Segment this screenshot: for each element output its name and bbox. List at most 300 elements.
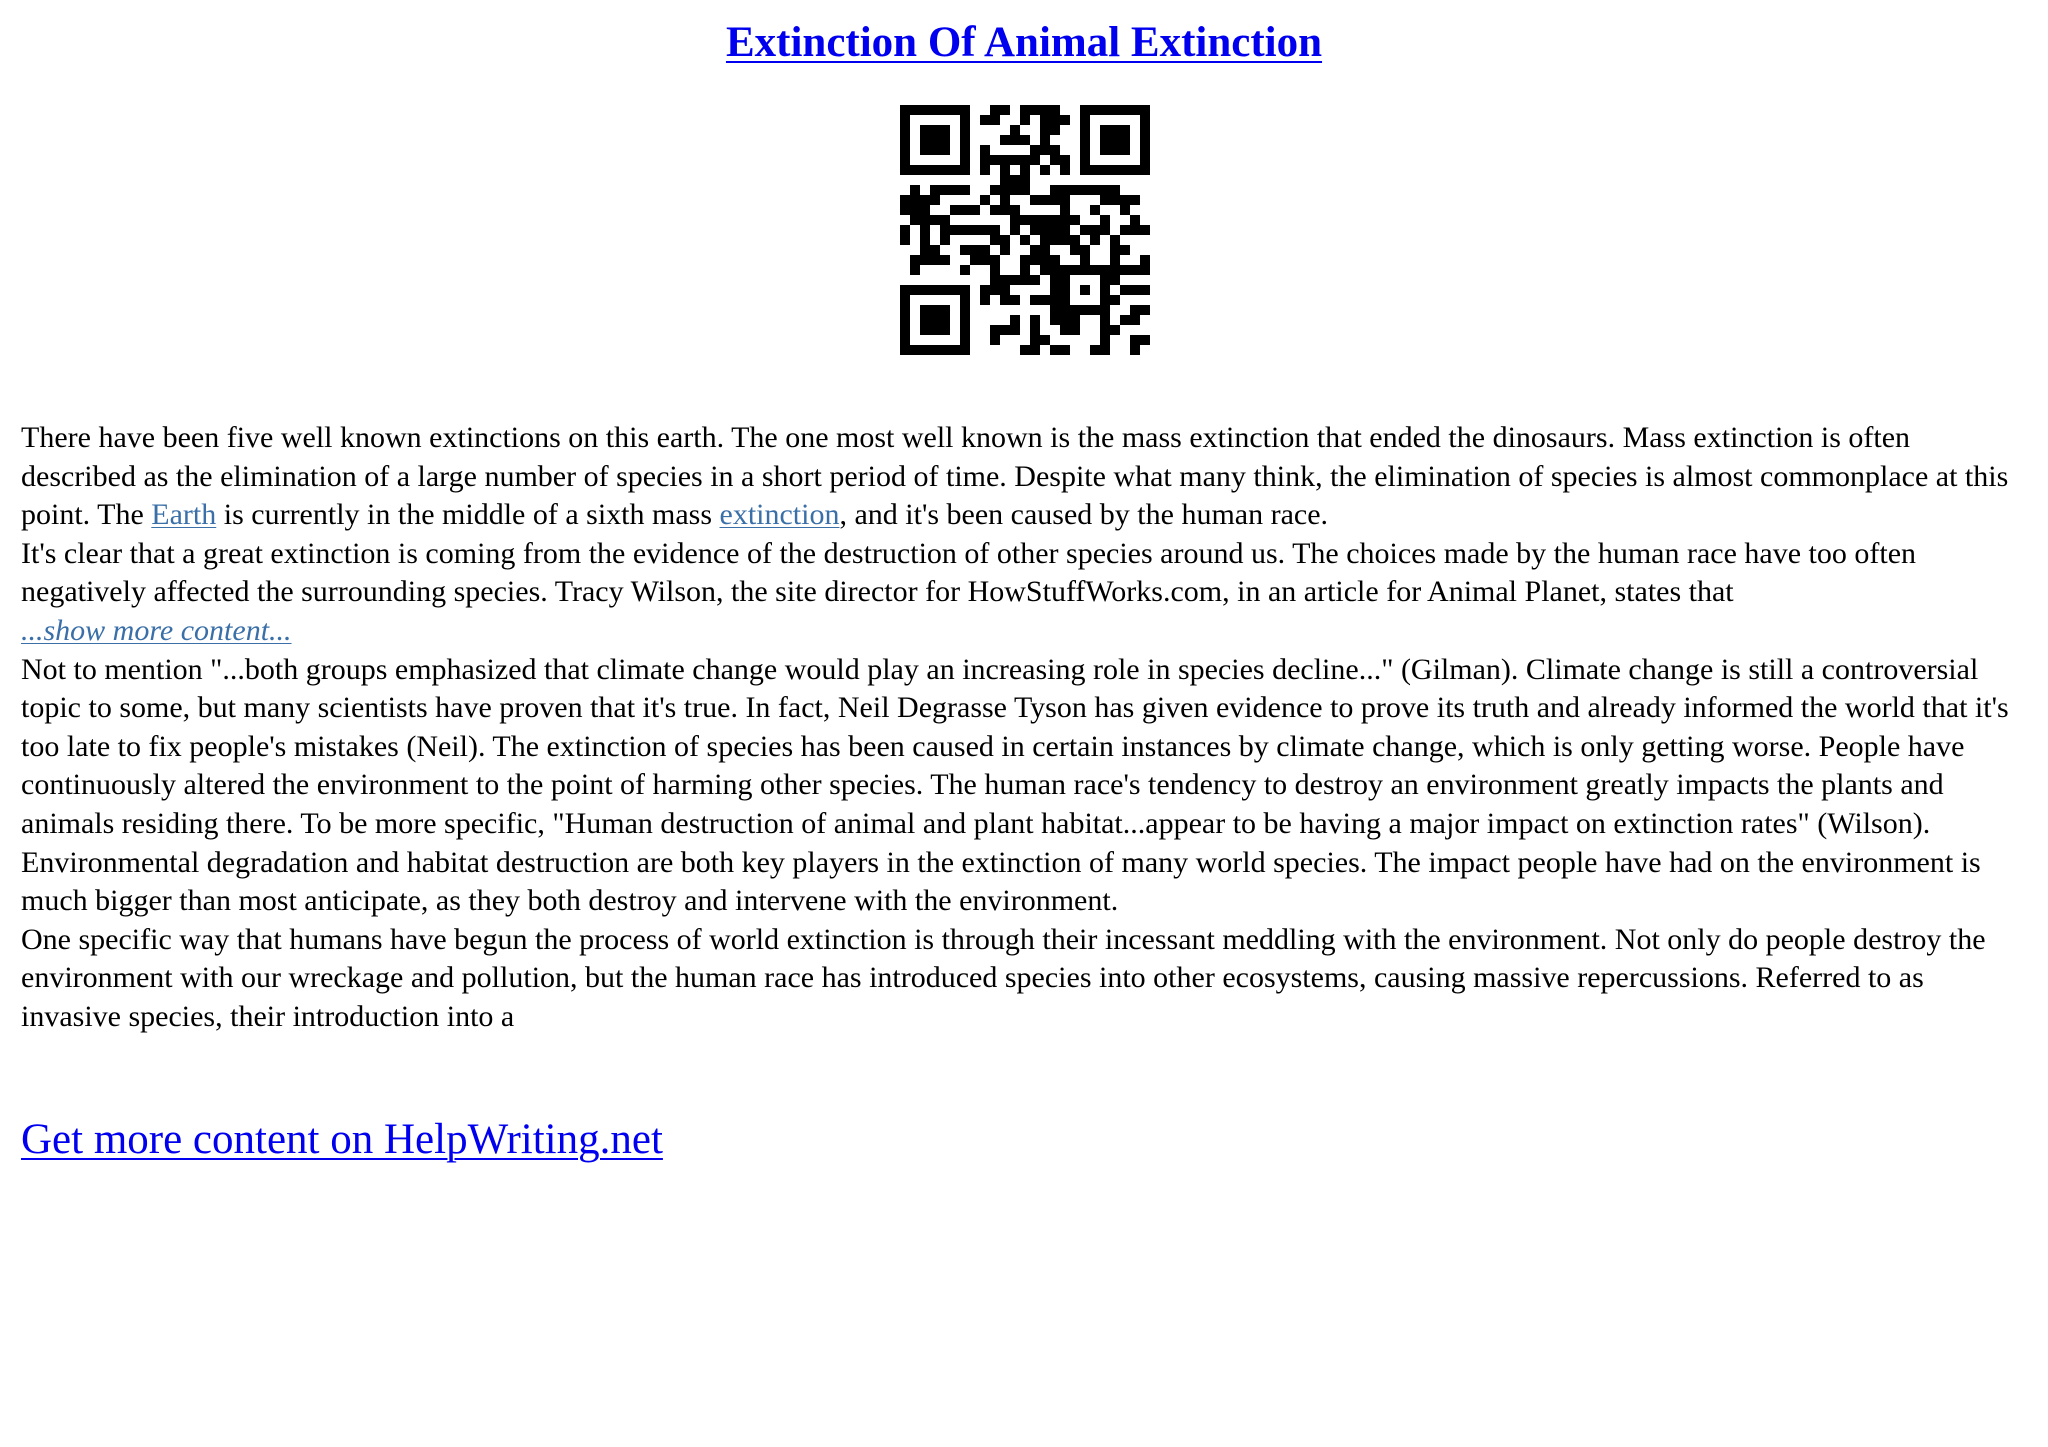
qr-module xyxy=(1030,255,1040,265)
qr-module xyxy=(1120,135,1130,145)
qr-module xyxy=(940,285,950,295)
qr-module xyxy=(1010,175,1020,185)
qr-module xyxy=(920,305,930,315)
qr-module xyxy=(990,285,1000,295)
qr-module xyxy=(1040,255,1050,265)
qr-module xyxy=(950,205,960,215)
qr-module xyxy=(1020,115,1030,125)
qr-module xyxy=(1130,335,1140,345)
qr-module xyxy=(1000,205,1010,215)
qr-module xyxy=(930,305,940,315)
qr-module xyxy=(1040,105,1050,115)
qr-module xyxy=(980,245,990,255)
qr-module xyxy=(1060,155,1070,165)
qr-code-icon xyxy=(900,105,1150,355)
qr-module xyxy=(1140,105,1150,115)
qr-module xyxy=(920,165,930,175)
qr-module xyxy=(1060,165,1070,175)
qr-module xyxy=(1020,275,1030,285)
qr-module xyxy=(960,125,970,135)
qr-module xyxy=(910,185,920,195)
qr-module xyxy=(1140,255,1150,265)
qr-module xyxy=(970,205,980,215)
qr-module xyxy=(940,325,950,335)
qr-module xyxy=(1100,275,1110,285)
qr-module xyxy=(1100,165,1110,175)
qr-module xyxy=(1030,315,1040,325)
qr-module xyxy=(1140,225,1150,235)
qr-module xyxy=(1090,185,1100,195)
qr-module xyxy=(1100,315,1110,325)
qr-module xyxy=(1040,295,1050,305)
qr-module xyxy=(930,125,940,135)
qr-module xyxy=(1060,325,1070,335)
qr-module xyxy=(1100,185,1110,195)
qr-module xyxy=(1080,165,1090,175)
extinction-link[interactable]: extinction xyxy=(719,498,840,532)
qr-module xyxy=(1070,185,1080,195)
qr-module xyxy=(1080,145,1090,155)
qr-module xyxy=(990,185,1000,195)
qr-module xyxy=(960,285,970,295)
qr-module xyxy=(1000,195,1010,205)
qr-module xyxy=(1110,295,1120,305)
qr-module xyxy=(930,255,940,265)
qr-module xyxy=(1010,185,1020,195)
qr-module xyxy=(950,105,960,115)
qr-module xyxy=(1120,315,1130,325)
qr-module xyxy=(910,265,920,275)
qr-module xyxy=(1090,305,1100,315)
qr-module xyxy=(1070,315,1080,325)
paragraph-2: It's clear that a great extinction is coming from the evidence of the destruction of other species around us. The choices made by the human race have too often negatively affected the surrounding species. Tracy Wilson, the site director for HowStuffWorks.com, in an article for Animal Planet, states that xyxy=(21,536,1917,609)
qr-module xyxy=(920,315,930,325)
qr-module xyxy=(1130,225,1140,235)
qr-module xyxy=(1020,215,1030,225)
qr-module xyxy=(1040,265,1050,275)
qr-module xyxy=(920,255,930,265)
qr-module xyxy=(1030,245,1040,255)
show-more-row xyxy=(21,612,2031,651)
qr-module xyxy=(1080,285,1090,295)
qr-module xyxy=(1050,155,1060,165)
qr-module xyxy=(1020,255,1030,265)
qr-module xyxy=(910,215,920,225)
qr-module xyxy=(1140,285,1150,295)
qr-module xyxy=(1000,175,1010,185)
qr-module xyxy=(960,295,970,305)
qr-module xyxy=(1080,115,1090,125)
qr-module xyxy=(960,205,970,215)
qr-module xyxy=(1110,145,1120,155)
qr-module xyxy=(1100,215,1110,225)
qr-module xyxy=(1060,305,1070,315)
qr-module xyxy=(1010,125,1020,135)
qr-module xyxy=(1010,215,1020,225)
qr-module xyxy=(1060,195,1070,205)
qr-module xyxy=(1030,345,1040,355)
qr-module xyxy=(1040,165,1050,175)
qr-module xyxy=(990,235,1000,245)
qr-module xyxy=(1060,215,1070,225)
qr-module xyxy=(990,105,1000,115)
qr-module xyxy=(900,235,910,245)
qr-module xyxy=(1100,125,1110,135)
qr-module xyxy=(1120,195,1130,205)
qr-module xyxy=(1040,235,1050,245)
qr-module xyxy=(900,225,910,235)
qr-module xyxy=(1120,285,1130,295)
qr-module xyxy=(920,325,930,335)
qr-module xyxy=(1100,305,1110,315)
title-container xyxy=(0,18,2048,67)
qr-module xyxy=(1010,155,1020,165)
qr-module xyxy=(960,105,970,115)
qr-module xyxy=(1060,115,1070,125)
qr-module xyxy=(1050,315,1060,325)
qr-module xyxy=(980,285,990,295)
qr-module xyxy=(1090,105,1100,115)
qr-module xyxy=(1100,325,1110,335)
qr-module xyxy=(1070,235,1080,245)
qr-module xyxy=(930,285,940,295)
qr-module xyxy=(920,345,930,355)
qr-module xyxy=(920,145,930,155)
qr-module xyxy=(900,155,910,165)
qr-module xyxy=(960,155,970,165)
qr-module xyxy=(1030,325,1040,335)
qr-module xyxy=(1060,185,1070,195)
qr-code-graphic xyxy=(900,105,1150,355)
qr-module xyxy=(1000,185,1010,195)
qr-module xyxy=(920,235,930,245)
qr-module xyxy=(1050,285,1060,295)
qr-module xyxy=(1140,265,1150,275)
qr-module xyxy=(910,285,920,295)
qr-module xyxy=(1080,155,1090,165)
qr-module xyxy=(1100,145,1110,155)
qr-module xyxy=(910,345,920,355)
qr-module xyxy=(940,215,950,225)
qr-module xyxy=(1130,305,1140,315)
qr-module xyxy=(1100,295,1110,305)
qr-module xyxy=(930,145,940,155)
qr-module xyxy=(940,185,950,195)
qr-module xyxy=(1050,125,1060,135)
qr-module xyxy=(1110,135,1120,145)
qr-module xyxy=(1100,285,1110,295)
qr-module xyxy=(1140,305,1150,315)
qr-module xyxy=(1040,215,1050,225)
qr-module xyxy=(1020,165,1030,175)
qr-module xyxy=(1020,345,1030,355)
qr-module xyxy=(1050,215,1060,225)
qr-module xyxy=(940,235,950,245)
qr-module xyxy=(950,165,960,175)
qr-module xyxy=(1140,125,1150,135)
qr-module xyxy=(1030,225,1040,235)
qr-module xyxy=(1130,165,1140,175)
earth-link[interactable]: Earth xyxy=(151,498,217,532)
qr-module xyxy=(960,145,970,155)
qr-module xyxy=(1110,125,1120,135)
qr-module xyxy=(1010,325,1020,335)
qr-module xyxy=(930,195,940,205)
qr-module xyxy=(900,105,910,115)
qr-module xyxy=(940,125,950,135)
qr-module xyxy=(950,225,960,235)
qr-module xyxy=(1090,205,1100,215)
qr-module xyxy=(1000,285,1010,295)
qr-module xyxy=(1080,255,1090,265)
qr-module xyxy=(900,145,910,155)
qr-module xyxy=(1060,275,1070,285)
qr-module xyxy=(1030,215,1040,225)
qr-module xyxy=(1060,295,1070,305)
qr-module xyxy=(1110,185,1120,195)
paragraph-3: Not to mention "...both groups emphasized that climate change would play an increasing role in species decline..." (Gilman). Climate change is still a controversial topic to some, but many scientists have proven that it's true. In fact, Neil Degrasse Tyson has given evidence to prove its truth and already informed the world that it's too late to fix people's mistakes (Neil). The extinction of species has been caused in certain instances by climate change, which is only getting worse. People have continuously altered the environment to the point of harming other species. The human race's tendency to destroy an environment greatly impacts the plants and animals residing there. To be more specific, "Human destruction of animal and plant habitat...appear to be having a major impact on extinction rates" (Wilson). Environmental degradation and habitat destruction are both key players in the extinction of many world species. The impact people have had on the environment is much bigger than most anticipate, as they both destroy and intervene with the environment. xyxy=(21,652,2009,918)
qr-module xyxy=(990,275,1000,285)
qr-module xyxy=(920,105,930,115)
qr-module xyxy=(1110,325,1120,335)
qr-module xyxy=(1040,135,1050,145)
qr-module xyxy=(1010,275,1020,285)
qr-module xyxy=(1010,315,1020,325)
qr-module xyxy=(1120,105,1130,115)
qr-module xyxy=(1050,145,1060,155)
qr-module xyxy=(910,255,920,265)
qr-module xyxy=(1060,225,1070,235)
qr-module xyxy=(1050,345,1060,355)
qr-module xyxy=(1110,195,1120,205)
qr-module xyxy=(1010,205,1020,215)
qr-module xyxy=(1020,175,1030,185)
qr-module xyxy=(1060,205,1070,215)
qr-module xyxy=(990,115,1000,125)
qr-module xyxy=(910,105,920,115)
qr-module xyxy=(900,285,910,295)
qr-module xyxy=(1070,305,1080,315)
qr-module xyxy=(940,135,950,145)
qr-module xyxy=(1040,145,1050,155)
qr-module xyxy=(930,165,940,175)
qr-module xyxy=(1060,265,1070,275)
qr-module xyxy=(1030,195,1040,205)
qr-module xyxy=(1050,195,1060,205)
qr-module xyxy=(1020,155,1030,165)
qr-module xyxy=(980,115,990,125)
qr-module xyxy=(1040,245,1050,255)
qr-module xyxy=(1020,235,1030,245)
qr-module xyxy=(920,245,930,255)
qr-module xyxy=(930,185,940,195)
qr-module xyxy=(940,105,950,115)
qr-module xyxy=(900,345,910,355)
qr-module xyxy=(1080,225,1090,235)
qr-module xyxy=(1120,125,1130,135)
qr-module xyxy=(1010,225,1020,235)
qr-module xyxy=(930,315,940,325)
qr-module xyxy=(1100,345,1110,355)
qr-module xyxy=(960,305,970,315)
qr-module xyxy=(1060,285,1070,295)
qr-module xyxy=(990,335,1000,345)
qr-module xyxy=(1050,235,1060,245)
qr-module xyxy=(1100,265,1110,275)
qr-module xyxy=(1130,195,1140,205)
paragraph-1 xyxy=(21,419,2031,535)
show-more-link[interactable]: ...show more content... xyxy=(21,613,292,647)
qr-module xyxy=(990,155,1000,165)
qr-module xyxy=(1040,125,1050,135)
paragraph-1-text-start: There have been five well known extinctions on this earth. The one most well known is the mass extinction that ended the dinosaurs. Mass extinction is often described as the elimination of a large number of species in a short period of time. Despite what many think, the elimination of species is almost commonplace at this point. The xyxy=(21,421,2009,532)
qr-module xyxy=(1000,235,1010,245)
qr-module xyxy=(950,345,960,355)
qr-module xyxy=(1080,135,1090,145)
qr-module xyxy=(1110,265,1120,275)
qr-module xyxy=(1050,185,1060,195)
qr-module xyxy=(1140,145,1150,155)
qr-module xyxy=(1010,135,1020,145)
qr-module xyxy=(990,225,1000,235)
qr-module xyxy=(930,245,940,255)
qr-module xyxy=(1060,315,1070,325)
qr-module xyxy=(1030,335,1040,345)
qr-module xyxy=(950,185,960,195)
qr-module xyxy=(1080,305,1090,315)
qr-module xyxy=(1070,245,1080,255)
qr-module xyxy=(1110,165,1120,175)
qr-module xyxy=(1130,105,1140,115)
qr-module xyxy=(1060,345,1070,355)
qr-module xyxy=(920,195,930,205)
qr-module xyxy=(940,255,950,265)
qr-module xyxy=(1090,265,1100,275)
qr-module xyxy=(900,195,910,205)
qr-module xyxy=(1140,335,1150,345)
qr-module xyxy=(1050,265,1060,275)
qr-module xyxy=(1000,325,1010,335)
qr-module xyxy=(1130,315,1140,325)
qr-module xyxy=(1100,225,1110,235)
qr-module xyxy=(940,165,950,175)
qr-module xyxy=(1100,195,1110,205)
qr-module xyxy=(1080,265,1090,275)
qr-module xyxy=(1060,235,1070,245)
qr-module xyxy=(1050,295,1060,305)
qr-module xyxy=(960,265,970,275)
page-title-link[interactable]: Extinction Of Animal Extinction xyxy=(725,19,1323,66)
qr-module xyxy=(1080,185,1090,195)
qr-module xyxy=(1130,265,1140,275)
qr-module xyxy=(1050,105,1060,115)
qr-module xyxy=(1070,325,1080,335)
qr-module xyxy=(1080,125,1090,135)
qr-module xyxy=(950,285,960,295)
qr-module xyxy=(1000,165,1010,175)
qr-module xyxy=(1000,155,1010,165)
qr-module xyxy=(1000,135,1010,145)
qr-module xyxy=(920,135,930,145)
qr-module xyxy=(1110,235,1120,245)
qr-module xyxy=(930,345,940,355)
qr-module xyxy=(1110,255,1120,265)
qr-module xyxy=(1090,235,1100,245)
qr-module xyxy=(940,305,950,315)
qr-module xyxy=(900,305,910,315)
qr-module xyxy=(1130,215,1140,225)
qr-module xyxy=(1100,135,1110,145)
qr-module xyxy=(1120,205,1130,215)
qr-module xyxy=(980,155,990,165)
qr-module xyxy=(1000,295,1010,305)
qr-module xyxy=(980,295,990,305)
qr-module xyxy=(900,295,910,305)
qr-module xyxy=(900,135,910,145)
get-more-content-link[interactable]: Get more content on HelpWriting.net xyxy=(21,1116,663,1163)
qr-module xyxy=(900,165,910,175)
qr-module xyxy=(1120,225,1130,235)
paragraph-1-text-middle: is currently in the middle of a sixth mass xyxy=(216,498,720,532)
qr-module xyxy=(1110,245,1120,255)
qr-module xyxy=(930,135,940,145)
qr-module xyxy=(1140,115,1150,125)
qr-module xyxy=(960,345,970,355)
qr-module xyxy=(920,215,930,225)
qr-module xyxy=(900,125,910,135)
qr-module xyxy=(990,255,1000,265)
qr-module xyxy=(980,225,990,235)
qr-module xyxy=(1140,165,1150,175)
qr-module xyxy=(1100,335,1110,345)
qr-module xyxy=(930,325,940,335)
qr-module xyxy=(990,325,1000,335)
qr-module xyxy=(1020,105,1030,115)
qr-module xyxy=(900,115,910,125)
qr-module xyxy=(940,315,950,325)
qr-module xyxy=(1020,185,1030,195)
qr-module xyxy=(1120,145,1130,155)
qr-module xyxy=(1020,135,1030,145)
qr-module xyxy=(1040,115,1050,125)
qr-module xyxy=(900,325,910,335)
qr-module xyxy=(1080,105,1090,115)
article-body xyxy=(21,419,2031,1037)
qr-module xyxy=(1000,105,1010,115)
qr-module xyxy=(1130,285,1140,295)
qr-module xyxy=(970,225,980,235)
qr-module xyxy=(1030,145,1040,155)
qr-module xyxy=(920,205,930,215)
qr-module xyxy=(1070,265,1080,275)
qr-module xyxy=(910,195,920,205)
qr-module xyxy=(960,325,970,335)
qr-module xyxy=(1110,105,1120,115)
qr-module xyxy=(1030,155,1040,165)
qr-module xyxy=(1050,275,1060,285)
qr-module xyxy=(1070,215,1080,225)
qr-module xyxy=(1140,155,1150,165)
qr-module xyxy=(900,315,910,325)
qr-module xyxy=(1090,345,1100,355)
qr-module xyxy=(960,315,970,325)
qr-module xyxy=(960,245,970,255)
qr-module xyxy=(960,165,970,175)
qr-module xyxy=(940,145,950,155)
qr-module xyxy=(940,225,950,235)
qr-module xyxy=(960,185,970,195)
qr-module xyxy=(1130,345,1140,355)
